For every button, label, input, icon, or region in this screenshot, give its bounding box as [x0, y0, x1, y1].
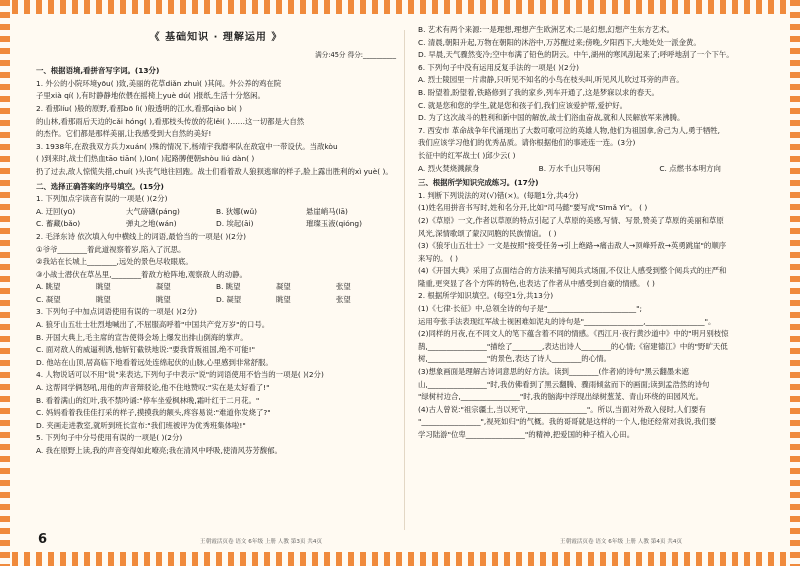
- question-line: 风光,深情歌颂了蒙汉同胞的民族情谊。 ( ): [418, 228, 557, 238]
- question-line: (1)《七律·长征》中,总领全诗的句子是"________________________";: [418, 304, 643, 314]
- answer-option: A. 眺望: [36, 282, 61, 292]
- question-line: (3)想象画面是理解古诗词意思的好方法。读到________(作者)的诗句"黑云翻墨未遮: [418, 367, 689, 377]
- question-line: ②我站在长城上________,远处的景色尽收眼底。: [36, 257, 193, 267]
- question-line: ( )到来时,战士们热血tāo tiān( ),lūn( )起路膊便朝shòu liú dàn( ): [36, 154, 255, 164]
- question-line: 1. 下列加点字读音有误的一项是( )(2分): [36, 194, 168, 204]
- decorative-border-top: [0, 0, 800, 14]
- answer-option: [603, 150, 662, 163]
- question-line: (4)《开国大典》采用了点面结合的方法来描写阅兵式场面,不仅让人感受到整个阅兵式的庄严和: [418, 266, 727, 276]
- answer-option: 悬崖峭马(lā): [306, 206, 348, 216]
- question-line: 2. 看那líu( )般的原野,看那bō lì( )般透明的江水,看那qiào bì( ): [36, 103, 243, 113]
- answer-option: A. 迂回(yū): [36, 206, 76, 216]
- question-line: (1)姓名用拼音书写时,姓和名分开,比如"司马懿"要写成"Sīmǎ Yì"。 ( ): [418, 203, 648, 213]
- question-line: 山,________________"时,我仿佛看到了黑云翻腾、骤雨倾盆而下的画面;读到孟浩然的诗句: [418, 379, 710, 389]
- page-number: 6: [38, 532, 48, 547]
- question-line: 6. 下列句子中没有运用反复手法的一项是( )(2分): [418, 62, 580, 72]
- answer-options-row: [36, 206, 396, 219]
- answer-option: 弹丸之地(wán): [126, 219, 177, 229]
- answer-option: 张望: [336, 282, 351, 292]
- question-line: 学习陆游"位卑________________"的精神,把爱国的种子植入心田。: [418, 430, 635, 439]
- question-line: C. 就是您和您的学生,就是您和孩子们,我们应该爱护帮,爱护好。: [418, 100, 628, 110]
- page-title: 《 基础知识 · 理解运用 》: [149, 32, 283, 43]
- decorative-border-left: [0, 0, 10, 566]
- section-heading: 一、根据语境,看拼音写字词。(13分): [36, 66, 160, 76]
- question-line: 隆重,更突显了各个方阵的特色,也表达了作者从中感受到自豪的情感。 ( ): [418, 278, 655, 288]
- answer-options-row: [36, 218, 396, 231]
- section-heading: 三、根据所学知识完成练习。(17分): [418, 178, 539, 188]
- question-line: 扔了过去,敌人惊慌失措,chuí( )头丧气地往回跑。战士们看着敌人狼狈逃窜的样子,脸上露出胜利的xì yuè( )。: [36, 166, 393, 176]
- section-heading: 二、选择正确答案的序号填空。(15分): [36, 181, 164, 191]
- answer-option: 眺望: [96, 294, 111, 304]
- question-line: C. 面对敌人的威逼利诱,他斩钉截铁地说:"要我背叛祖国,绝不可能!": [36, 345, 255, 355]
- question-line: 3. 下列句子中加点词语使用有误的一项是( )(2分): [36, 307, 198, 317]
- question-line: ①爷爷________着此道视察着岁,陷入了沉思。: [36, 244, 186, 254]
- question-line: "________________",视死如归"的气概。我的哥哥就是这样的一个人,他还经常对我说,我们要: [418, 417, 717, 427]
- question-line: 2. 根据所学知识填空。(每空1分,共13分): [418, 291, 554, 301]
- question-line: 5. 下列句子中分号使用有误的一项是( )(2分): [36, 433, 183, 443]
- question-line: D. 早晨,天气骤然变冷;空中布满了铅色的阴云。中午,湖州的寒风刮起来了;呼呼地刮了一个下午。: [418, 50, 734, 60]
- answer-option: 眺望: [276, 294, 291, 304]
- answer-option: 眺望: [156, 294, 171, 304]
- answer-option: 张望: [336, 294, 351, 304]
- decorative-border-right: [790, 0, 800, 566]
- question-line: 鹊,________________"描绘了________,表达出诗人________的心情;《宿建德江》中的"野旷天低: [418, 341, 728, 351]
- right-column: [418, 24, 780, 442]
- question-line: B. 盼望着,盼望着,铁路修到了我的家乡,列车开通了,这是梦寐以求的春天。: [418, 87, 659, 97]
- answer-option: B. 万水千山只等闲: [538, 163, 601, 173]
- answer-option: 长征中的红军战士( ): [418, 150, 486, 160]
- question-line: 2. 毛泽东诗 依次填入句中横线上的词语,最恰当的一项是( )(2分): [36, 231, 247, 241]
- left-question-list: [36, 65, 396, 457]
- footer-right: 王朝霞活页卷 语文 6年级 上册 人教 第4页 共4页: [560, 539, 683, 545]
- question-line: A. 我在原野上读,我的声音变得如此嘹亮;我在清风中呼吸,使清风芬芳馥郁。: [36, 446, 282, 455]
- left-column: [36, 24, 396, 458]
- question-line: 的山林,看那雨后天边的cǎi hóng( ),看那枝头传放的花lěi( )……这一切都是大自然: [36, 116, 305, 126]
- answer-option: C. 凝望: [36, 294, 61, 304]
- answer-option: 璀璨玉液(qióng): [306, 219, 362, 229]
- answer-options-row: [36, 281, 396, 294]
- question-line: 我们应该学习他们的优秀品质。请你根据他们的事迹连一连。(3分): [418, 138, 636, 148]
- answer-option: C. 点燃书本明方向: [659, 163, 721, 173]
- answer-option: B. 狄娜(wǔ): [216, 206, 258, 216]
- question-line: D. 夹画走进教室,就听到班长宣布:"我们班被评为优秀班集体啦!": [36, 420, 246, 430]
- question-line: 树,________________"的景色,表达了诗人________的心情。: [418, 354, 611, 364]
- question-line: (3)《狼牙山五壮士》一文是按照"接受任务→引上绝路→痛击敌人→顶峰歼敌→英勇跳崖"的顺序: [418, 241, 727, 251]
- score-line: 满分:45分 得分:__________: [315, 50, 396, 59]
- question-line: A. 烈士陵园里一片肃静,只听见不知名的小鸟在枝头叫,听见风儿吹过耳旁的声音。: [418, 75, 684, 85]
- answer-option: [544, 150, 603, 163]
- question-line: 1. 判断下列说法的对(√)错(×)。(每题1分,共4分): [418, 190, 579, 200]
- question-line: (2)《草原》一文,作者以草原的特点引起了人草原的美感,写情、写景,赞美了草原的美丽和草原: [418, 215, 724, 225]
- question-line: 1. 外公的小院环境yōu( )致,美丽的花草diǎn zhuì( )其间。外公养的鸡在院: [36, 78, 282, 88]
- answer-options-row: [418, 163, 780, 176]
- answer-option: D. 埃起(āi): [216, 219, 254, 229]
- column-divider: [404, 30, 405, 530]
- answer-option: 邱少云( ): [485, 150, 516, 160]
- question-line: C. 清晨,朝阳升起,万物在朝阳的沐浴中,万苏醒过来;傍晚,夕阳西下,大地处处一派金黄。: [418, 37, 701, 47]
- footer-left: 王朝霞活页卷 语文 6年级 上册 人教 第3页 共4页: [200, 539, 323, 545]
- answer-option: [721, 150, 780, 163]
- answer-option: [662, 150, 721, 163]
- question-line: 子里xià qí( ),有时静静地依偎在摇椅上yuè dú( )报纸,生活十分悠闲。: [36, 91, 265, 101]
- question-line: D. 为了这次战斗的胜利和新中国的解放,战士们浴血奋战,就和人民解放军来沸腾。: [418, 113, 685, 123]
- question-line: 3. 1938年,在敌我双方兵力xuán( )殊的情况下,杨靖宇我磨率队在敌寇中一带设伏。当敌kòu: [36, 141, 338, 151]
- question-line: 7. 西安市 革命战争年代涌现出了大数可歌可泣的英雄人物,他们为祖国拿,舍己为人,勇于牺牲,: [418, 125, 720, 135]
- question-line: ③小战士潜伏在草丛里,________着敌方枪阵地,观察敌人的动静。: [36, 269, 247, 279]
- question-line: A. 这帮同学俩怒吼,用他的声音辩驳论,他不住地赞叹:"实在是太好看了!": [36, 383, 270, 393]
- question-line: (2)同样的月夜,在不同文人的笔下蕴含着不同的情感。《西江月·夜行黄沙道中》中的"明月别枝惊: [418, 329, 729, 339]
- question-line: C. 妈妈看着我佳佳打采的样子,摸摸我的额头,疼容易说:"难道你发烧了?": [36, 408, 271, 418]
- question-line: B. 看着满山的红叶,我不禁吟诵:"停车坐爱枫林晚,霜叶红于二月花。": [36, 395, 260, 405]
- question-line: 运用夸张手法表现红军战士视困难如泥丸的诗句是"________________,________________"。: [418, 316, 716, 326]
- question-line: A. 狼牙山五壮士壮烈地喊出了,不屈服高呼着"中国共产党万岁"的口号。: [36, 320, 270, 330]
- question-line: 4. 人物说话可以不用"说"来表达,下列句子中表示"说"的词语使用不恰当的一项是( )(2分): [36, 370, 324, 380]
- answer-option: B. 眺望: [216, 282, 241, 292]
- question-line: 来写的。 ( ): [418, 253, 459, 263]
- question-line: B. 艺术有两个来源:一是理想,理想产生欧洲艺术;二是幻想,幻想产生东方艺术。: [418, 25, 674, 34]
- question-line: B. 开国大典上,毛主席的宣告使得会场上爆发出排山倒海的掌声。: [36, 332, 248, 342]
- decorative-border-bottom: [0, 552, 800, 566]
- answer-option: 大气磅礴(páng): [126, 206, 180, 216]
- answer-option: D. 凝望: [216, 294, 242, 304]
- answer-option: 凝望: [156, 282, 171, 292]
- answer-option: A. 烈火焚烧溅献身: [418, 163, 480, 173]
- answer-option: 凝望: [276, 282, 291, 292]
- answer-options-row: [36, 294, 396, 307]
- question-line: (4)古人曾说:"祖宗疆土,当以死守,________________"。所以,当面对外敌入侵时,人们要有: [418, 404, 706, 414]
- answer-options-row: [418, 150, 780, 163]
- answer-option: C. 蓄藏(bǎo): [36, 219, 81, 229]
- answer-option: 眺望: [96, 282, 111, 292]
- question-line: "绿树村边合,________________"时,我的脑海中浮现出绿树葱茏、青山环绕的田园风光。: [418, 392, 703, 402]
- question-line: D. 他站在山顶,居高临下地看着远处连绵起伏的山脉,心里感到非常舒服。: [36, 357, 273, 367]
- right-question-list: [418, 24, 780, 442]
- question-line: 的杰作。它们都是那样美丽,让我感受到大自然的美好!: [36, 129, 212, 139]
